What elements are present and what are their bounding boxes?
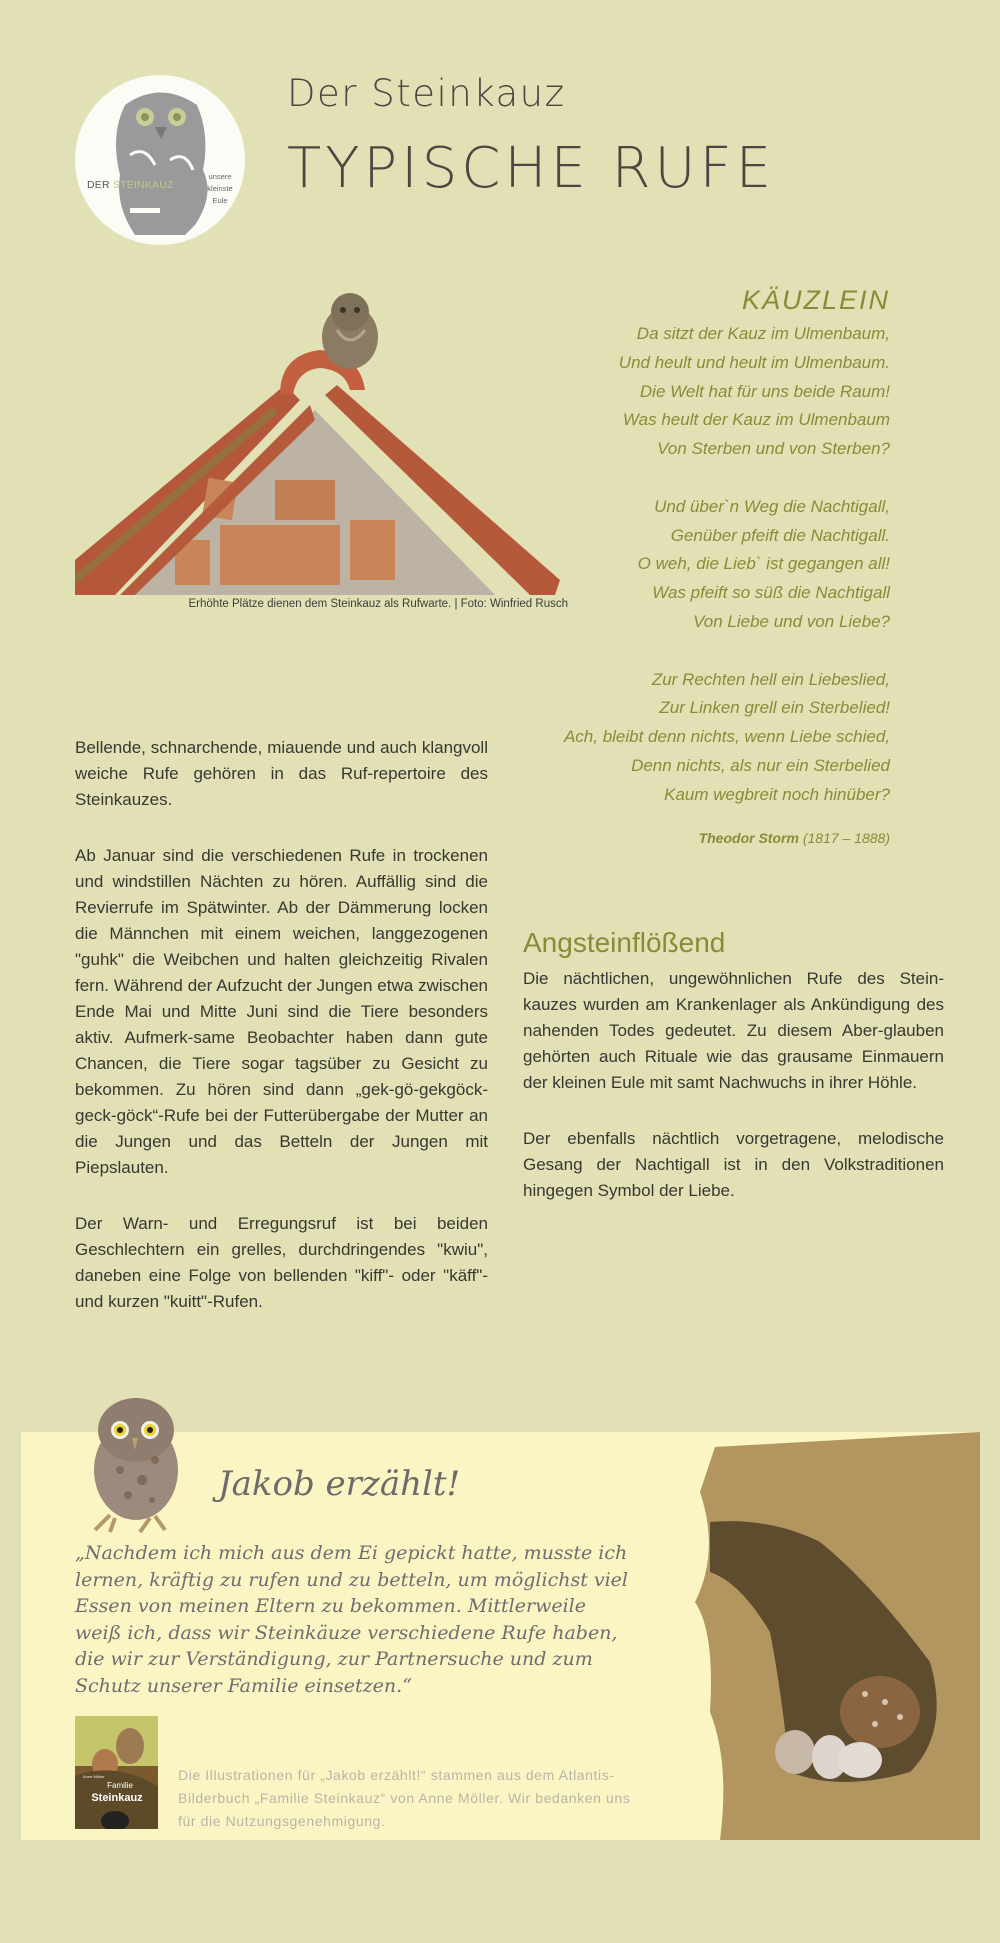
poem-line: Und über`n Weg die Nachtigall, [654, 496, 890, 516]
paragraph: Der Warn- und Erregungsruf ist bei beiden Geschlechtern ein grelles, durchdringendes "kwiu", daneben eine Folge von bellenden "kiff"- oder "käff"- und kurzen "kuitt"-Rufen. [75, 1214, 488, 1311]
page-subtitle: Der Steinkauz [287, 72, 566, 115]
poem-line: Von Sterben und von Sterben? [657, 439, 890, 459]
owl-nest-illustration [680, 1432, 980, 1840]
left-column-text [75, 735, 488, 1345]
jakob-quote: „Nachdem ich mich aus dem Ei gepickt hatte, musste ich lernen, kräftig zu rufen und zu betteln, um möglichst viel Essen von meinen Eltern zu bekommen. Mittlerweile weiß ich, dass wir Steinkäuze verschiedene Rufe haben, die wir zur Verständigung, zur Partnersuche und zum Schutz unserer Familie einsetzen.“ [75, 1542, 629, 1697]
photo-caption: Erhöhte Plätze dienen dem Steinkauz als Rufwarte. | Foto: Winfried Rusch [188, 598, 568, 610]
illustration-credit: Die Illustrationen für „Jakob erzählt!“ stammen aus dem Atlantis-Bilderbuch „Familie Steinkauz“ von Anne Möller. Wir bedanken uns für die Nutzungsgenehmigung. [178, 1767, 631, 1829]
owl-icon [80, 1390, 192, 1535]
poem-line: Ach, bleibt denn nichts, wenn Liebe schied, [563, 727, 890, 747]
poem-line: Was pfeift so süß die Nachtigall [652, 583, 890, 603]
poem-line: Von Liebe und von Liebe? [693, 611, 890, 631]
paragraph: Bellende, schnarchende, miauende und auch klangvoll weiche Rufe gehören in das Ruf-repertoire des Steinkauzes. [75, 738, 488, 809]
poem-line: Zur Rechten hell ein Liebeslied, [651, 669, 890, 689]
poem-line: Da sitzt der Kauz im Ulmenbaum, [636, 324, 890, 343]
poem-stanza [520, 493, 890, 637]
book-cover [75, 1716, 158, 1829]
paragraph: Ab Januar sind die verschiedenen Rufe in trockenen und windstillen Nächten zu hören. Auffällig sind die Revierrufe im Spätwinter. Ab der Dämmerung locken die Männchen mit einem weichen, langgezogenen "guhk" die Weibchen und halten gleichzeitig Rivalen fern. Während der Aufzucht der Jungen etwa zwischen Ende Mai und Mitte Juni sind die Tiere besonders aktiv. Aufmerk-same Beobachter haben dann gute Chancen, die Tiere sogar tagsüber zu Gesicht zu bekommen. Zu hören sind dann „gek-gö-gekgöck-geck-göck“-Rufe bei der Futterübergabe der Mutter an die Jungen und das Betteln der Jungen mit Piepslauten. [75, 846, 488, 1177]
poem-line: Genüber pfeift die Nachtigall. [670, 525, 890, 545]
poem-line: O weh, die Lieb` ist gegangen all! [637, 554, 890, 574]
book-title-line2: Steinkauz [91, 1792, 143, 1804]
owl-on-roof-photo [75, 290, 565, 595]
book-title-line1: Familie [107, 1781, 133, 1790]
poem-stanza [520, 666, 890, 810]
poem-line: Denn nichts, als nur ein Sterbelied [631, 755, 890, 775]
poem-line: Die Welt hat für uns beide Raum! [639, 381, 890, 401]
poem-stanza [520, 320, 890, 464]
poem-block [520, 285, 890, 846]
section-heading: Angsteinflößend [523, 927, 726, 958]
poem-line: Zur Linken grell ein Sterbelied! [659, 698, 890, 718]
poem-line: Kaum wegbreit noch hinüber? [664, 784, 890, 804]
book-author: Anne Möller [83, 1774, 105, 1779]
page-title: TYPISCHE RUFE [287, 136, 776, 201]
paragraph: Der ebenfalls nächtlich vorgetragene, melodische Gesang der Nachtigall ist in den Volkstraditionen hingegen Symbol der Liebe. [523, 1129, 944, 1200]
paragraph: Die nächtlichen, ungewöhnlichen Rufe des Stein-kauzes wurden am Krankenlager als Ankündigung des nahenden Todes gedeutet. Zu diesem Aber-glauben gehörten auch Rituale wie das grausame Einmauern der kleinen Eule mit samt Nachwuchs in ihrer Höhle. [523, 969, 944, 1092]
logo-badge [75, 75, 245, 245]
logo-tagline: unsere kleinste Eule [207, 172, 233, 205]
owlet-illustration [80, 1390, 192, 1535]
poem-line: Was heult der Kauz im Ulmenbaum [622, 410, 890, 430]
jakob-title: Jakob erzählt! [218, 1464, 461, 1504]
poem-author: Theodor Storm (1817 – 1888) [698, 829, 890, 846]
owl-logo-icon [75, 75, 245, 245]
logo-text: DER STEINKAUZ [87, 179, 174, 191]
poem-title: KÄUZLEIN [741, 285, 890, 315]
right-column-text [523, 927, 944, 1234]
poem-line: Und heult und heult im Ulmenbaum. [618, 352, 890, 372]
